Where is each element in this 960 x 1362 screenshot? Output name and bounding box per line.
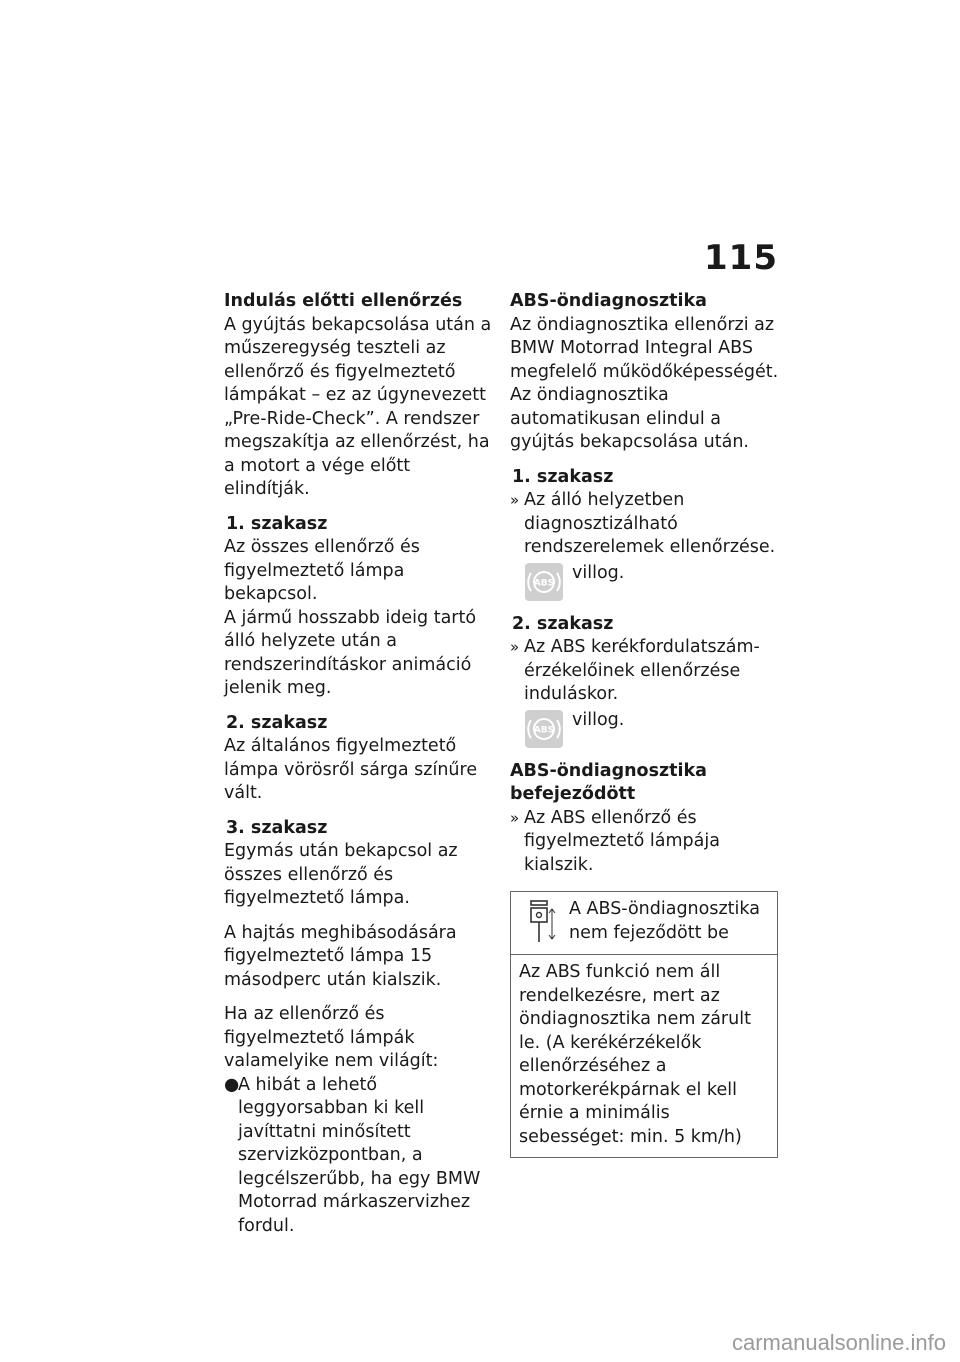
paragraph: Az általános figyelmeztető lámpa vörösről sárga színűre vált.: [224, 736, 478, 803]
paragraph: A hajtás meghibásodására figyelmeztető lámpa 15 másodperc után kialszik.: [224, 922, 457, 990]
step-label: 3. szakasz: [226, 817, 328, 838]
section-heading: ABS-öndiagnosztika befejeződött: [510, 760, 707, 804]
paragraph: Az összes ellenőrző és figyelmeztető lámpa bekapcsol.: [224, 537, 420, 604]
page-number: 115: [704, 238, 778, 278]
paragraph: Egymás után bekapcsol az összes ellenőrző és figyelmeztető lámpa.: [224, 841, 458, 908]
step-label: 1. szakasz: [512, 466, 614, 487]
list-item-text: A hibát a lehető leggyorsabban ki kell javíttatni minősített szervizközpontban, a legcélszerűbb, ha egy BMW Motorrad márkaszervizhez fordul.: [238, 1074, 481, 1236]
notice-title: A ABS-öndiagnosztika nem fejeződött be: [569, 899, 760, 943]
list-item: [224, 1074, 494, 1239]
indicator-status: villog.: [572, 562, 625, 583]
paragraph: Ha az ellenőrző és figyelmeztető lámpák valamelyike nem világít:: [224, 1004, 439, 1071]
watermark[interactable]: carmanualsonline.info: [731, 1330, 946, 1355]
abs-lamp-label: ABS: [533, 725, 555, 735]
indicator-row: [510, 562, 780, 602]
notice-header: [511, 892, 777, 955]
section-heading: Indulás előtti ellenőrzés: [224, 291, 463, 311]
arrow-icon: »: [510, 638, 520, 656]
notice-body: Az ABS funkció nem áll rendelkezésre, mert az öndiagnosztika nem zárult le. (A kerékérzékelők ellenőrzéséhez a motorkerékpárnak el kell érnie a minimális sebességet: min. 5 km/h): [519, 962, 751, 1147]
abs-warning-lamp-icon: [524, 709, 564, 749]
notice-box: [510, 891, 778, 1158]
arrow-icon: »: [510, 491, 520, 509]
workshop-tool-icon: [519, 898, 559, 946]
abs-lamp-label: ABS: [533, 578, 555, 588]
bullet-icon: ●: [224, 1074, 240, 1095]
indicator-status: villog.: [572, 709, 625, 730]
list-item-text: Az ABS ellenőrző és figyelmeztető lámpája kialszik.: [524, 807, 720, 875]
list-item: [510, 636, 780, 707]
step-label: 2. szakasz: [512, 613, 614, 634]
right-column: [510, 290, 780, 1158]
left-column: [224, 290, 494, 1238]
indicator-row: [510, 709, 780, 749]
step-label: 1. szakasz: [226, 513, 328, 534]
paragraph: Az öndiagnosztika ellenőrzi az BMW Motorrad Integral ABS megfelelő működőképességét. Az öndiagnosztika automatikusan elindul a gyújtás bekapcsolása után.: [510, 314, 779, 452]
paragraph: A gyújtás bekapcsolása után a műszeregység teszteli az ellenőrző és figyelmeztető lámpákat – ez az úgynevezett „Pre-Ride-Check”. A rendszer megszakítja az ellenőrzést, ha a motort a vége előtt elindítják.: [224, 314, 492, 499]
list-item: [510, 807, 780, 878]
arrow-icon: »: [510, 808, 520, 827]
list-item-text: Az álló helyzetben diagnosztizálható rendszerelemek ellenőrzése.: [524, 490, 776, 557]
paragraph: A jármű hosszabb ideig tartó álló helyzete után a rendszerindításkor animáció jelenik meg.: [224, 607, 477, 698]
list-item: [510, 489, 780, 560]
list-item-text: Az ABS kerékfordulatszám-érzékelőinek ellenőrzése induláskor.: [524, 637, 760, 704]
abs-warning-lamp-icon: [524, 562, 564, 602]
step-label: 2. szakasz: [226, 712, 328, 733]
section-heading: ABS-öndiagnosztika: [510, 291, 707, 311]
